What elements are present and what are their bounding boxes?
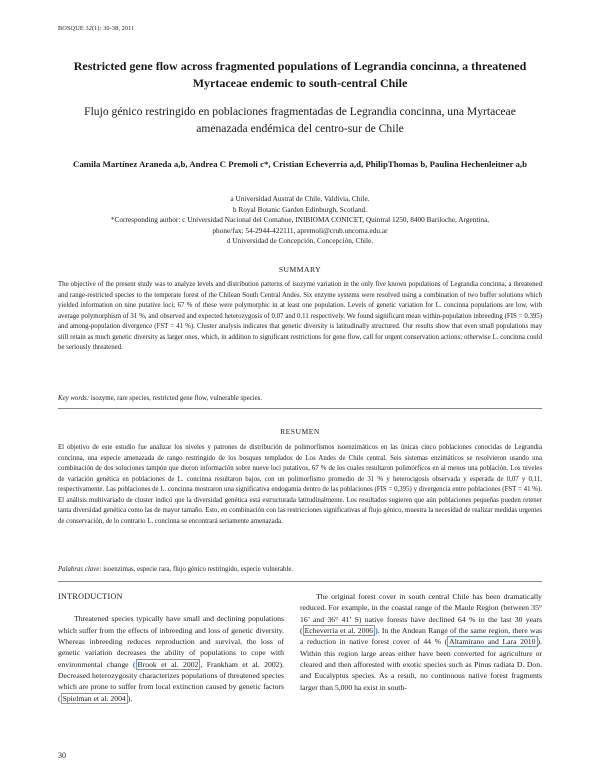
intro-text: Threatened species typically have small and declining populations which suffer from the effects of inbreeding and loss of genetic diversity. Whereas inbreeding reduces reproduction and survival, the loss of genetic variation decreases the ability of populations to cope with environmental change (: [58, 614, 284, 669]
introduction-heading: INTRODUCTION: [58, 592, 123, 601]
affiliation-line: a Universidad Austral de Chile, Valdivia, Chile.: [230, 194, 370, 203]
key-words-value: isozyme, rare species, restricted gene flow, vulnerable species.: [90, 395, 262, 402]
key-words-label: Key words:: [58, 395, 90, 402]
divider: [58, 408, 542, 409]
reference-link[interactable]: Echeverría et al. 2006: [304, 626, 374, 636]
affiliation-line: d Universidad de Concepción, Concepción, Chile.: [226, 236, 374, 246]
resumen-text: El objetivo de este estudio fue analizar los niveles y patrones de distribución de polimorfismos isoenzimáticos en las únicas cinco poblaciones conocidas de Legrandia concinna, una especie amenazada de rango restringido de los bosques templados de Los Andes de Chile central. Seis sistemas enzimáticos se resolvieron usando una combinación de dos soluciones tampón que dieron información sobre nueve loci putativos, 67 % de los cuales resultaron polimórficos en al menos una población. Los niveles de variación genética en poblaciones de L. concinna resultaron bajos, con un polimorfismo promedio de 31 % y heterocigosis observada y esperada de 0,07 y 0,11, respectivamente. Las poblaciones de L. concinna mostraron una significativa endogamia dentro de las poblaciones (FIS = 0,395) y divergencia entre poblaciones (FST = 41 %). El análisis multivariado de cluster indicó que la diversidad genética está estructurada latitudinalmente. Los resultados sugieren que aún poblaciones pequeñas pueden retener tanta diversidad genética como las de mayor tamaño. Esto, en combinación con las restricciones significativas al flujo génico, muestra la necesidad de realizar medidas urgentes de conservación, de lo contrario L. concinna se encontrará seriamente amenazada.: [58, 444, 542, 525]
intro-text: ).: [127, 693, 133, 703]
author-list: Camila Martínez Araneda a,b, Andrea C Premoli c*, Cristian Echeverría a,d, PhilipThomas b, Paulina Hechenleitner a,b: [72, 159, 527, 169]
reference-link[interactable]: Altamirano and Lara 2010: [449, 637, 536, 647]
column-right: [300, 591, 542, 693]
palabras-clave: [58, 565, 542, 575]
title-spanish: Flujo génico restringido en poblaciones fragmentadas de Legrandia concinna, una Myrtaceae amenazada endémica del centro-sur de Chile: [84, 105, 516, 135]
page-number: 30: [58, 751, 66, 760]
palabras-clave-label: Palabras clave:: [58, 566, 102, 573]
palabras-clave-value: isoenzimas, especie rara, flujo génico restringido, especie vulnerable.: [103, 566, 294, 573]
reference-link[interactable]: Spielman et al. 2004: [62, 693, 126, 703]
column-left: [58, 591, 284, 704]
summary-text: The objective of the present study was to analyze levels and distribution patterns of isozyme variation in the only five known populations of Legrandia concinna, a threatened and range-restricted species to the temperate forest of the Chilean South Central Andes. Six enzyme systems were resolved using a combination of two buffer solutions which yielded information on nine putative loci; 67 % of these were polymorphic in at least one population. Levels of genetic variation for L. concinna populations are low, with average polymorphism of 31 %, and observed and expected heterozygosis of 0.07 and 0.11 respectively. We found significant mean within-population inbreeding (FIS = 0.395) and among-population divergence (FST = 41 %). Cluster analysis indicates that genetic diversity is latitudinally structured. Our results show that even small populations may still retain as much genetic diversity as larger ones, which, in addition to significant restrictions for gene flow, call for urgent conservation actions; otherwise L. concinna could be seriously threatened.: [58, 281, 542, 352]
journal-header: BOSQUE 32(1): 30-38, 2011: [58, 25, 135, 32]
intro-paragraph: [58, 613, 284, 704]
affiliation-line: b Royal Botanic Garden Edinburgh, Scotland.: [232, 204, 368, 214]
intro-text: ). In the Andean Range of the same region, there was a reduction in native forest cover of 44 % (: [300, 626, 542, 647]
key-words: [58, 394, 542, 404]
intro-text: , Frankham et al. 2002). Decreased heterozygosity characterizes populations of threatened species which are prone to suffer from local extinction caused by genetic factors (: [58, 659, 284, 703]
resumen-heading: RESUMEN: [280, 427, 320, 436]
divider: [58, 581, 542, 582]
intro-text: ). Within this region large areas either have been converted for agriculture or cleared and then afforested with exotic species such as Pinus radiata D. Don. and Eucalyptus species. As a result, no continuous native forest fragments larger than 5,000 ha exist in south-: [300, 637, 542, 692]
summary-heading: SUMMARY: [278, 265, 322, 274]
intro-text: The original forest cover in south central Chile has been dramatically reduced. For example, in the coastal range of the Maule Region (between 35° 16’ and 36° 41’ S) native forests have declined 64 % in the last 30 years (: [300, 592, 542, 636]
intro-paragraph: [300, 591, 542, 693]
affiliations: [58, 194, 542, 247]
reference-link[interactable]: Brook et al. 2002: [137, 659, 199, 669]
affiliation-line: phone/fax: 54-2944-422111, apremoli@crub.uncoma.edu.ar: [212, 225, 388, 235]
title-english: Restricted gene flow across fragmented populations of Legrandia concinna, a threatened Myrtaceae endemic to south-central Chile: [73, 59, 527, 90]
affiliation-line: *Corresponding author: c Universidad Nacional del Comahue, INIBIOMA CONICET, Quintral 1250, 8400 Bariloche, Argentina,: [110, 215, 490, 225]
